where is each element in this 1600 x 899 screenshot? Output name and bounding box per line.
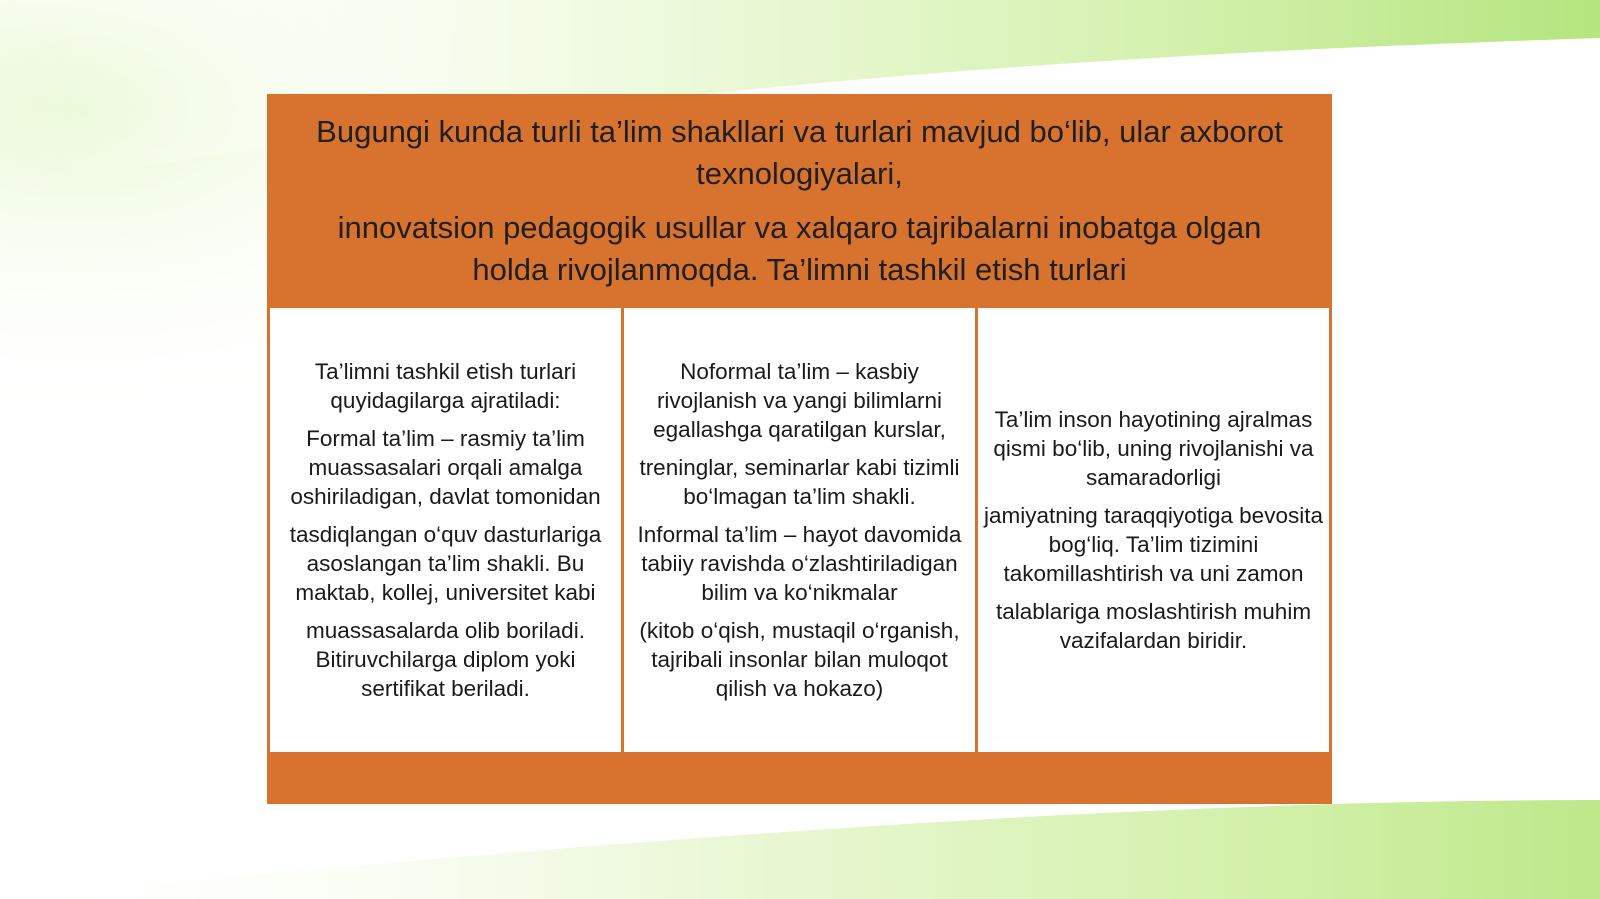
column-paragraph: Formal ta’lim – rasmiy ta’lim muassasalari orqali amalga oshiriladigan, davlat tomonidan bbox=[290, 426, 601, 509]
column-paragraph: (kitob o‘qish, mustaqil o‘rganish, tajribali insonlar bilan muloqot qilish va hokazo) bbox=[639, 618, 960, 701]
column-paragraph: treninglar, seminarlar kabi tizimli bo‘lmagan ta’lim shakli. bbox=[639, 455, 960, 509]
footer-band bbox=[267, 752, 1332, 804]
column-paragraph: tasdiqlangan o‘quv dasturlariga asoslangan ta’lim shakli. Bu maktab, kollej, universitet kabi bbox=[289, 522, 602, 605]
column-conclusion bbox=[978, 308, 1329, 752]
header-line-2: innovatsion pedagogik usullar va xalqaro tajribalarni inobatga olgan holda rivojlanmoqda. Ta’limni tashkil etish turlari bbox=[337, 210, 1262, 287]
column-paragraph: jamiyatning taraqqiyotiga bevosita bog‘liq. Ta’lim tizimini takomillashtirish va uni zamon bbox=[984, 503, 1323, 586]
column-paragraph: Informal ta’lim – hayot davomida tabiiy ravishda o‘zlashtiriladigan bilim va ko‘nikmalar bbox=[637, 522, 962, 605]
column-paragraph: Ta’lim inson hayotining ajralmas qismi bo‘lib, uning rivojlanishi va samaradorligi bbox=[993, 407, 1314, 490]
column-paragraph: Ta’limni tashkil etish turlari quyidagilarga ajratiladi: bbox=[314, 359, 577, 413]
column-formal bbox=[270, 308, 621, 752]
header-banner bbox=[267, 94, 1332, 308]
column-nonformal bbox=[624, 308, 975, 752]
column-paragraph: talablariga moslashtirish muhim vazifalardan biridir. bbox=[995, 599, 1312, 653]
columns-row bbox=[270, 308, 1329, 752]
content-table bbox=[267, 94, 1332, 804]
column-paragraph: muassasalarda olib boriladi. Bitiruvchilarga diplom yoki sertifikat beriladi. bbox=[306, 618, 585, 701]
header-line-1: Bugungi kunda turli ta’lim shakllari va turlari mavjud bo‘lib, ular axborot texnologiyalari, bbox=[316, 114, 1283, 191]
column-paragraph: Noformal ta’lim – kasbiy rivojlanish va yangi bilimlarni egallashga qaratilgan kurslar, bbox=[653, 359, 946, 442]
